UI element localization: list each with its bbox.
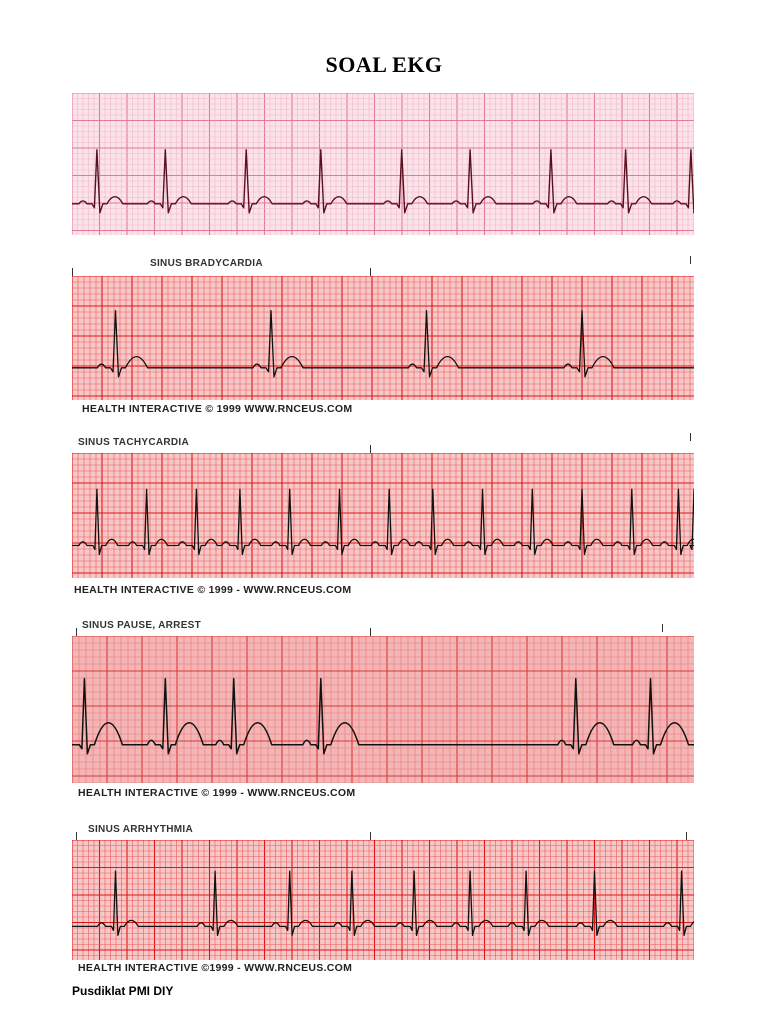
page-title: SOAL EKG [325,52,443,77]
grid-background [72,453,694,578]
strip-tick-mark [690,433,691,441]
strip-tick-mark [686,832,687,840]
strip-credit: HEALTH INTERACTIVE ©1999 - WWW.RNCEUS.COM [78,962,353,974]
strip-credit: HEALTH INTERACTIVE © 1999 - WWW.RNCEUS.COM [74,584,352,596]
strip-tick-mark [690,256,691,264]
grid-background [72,276,694,400]
ecg-strip-sinus-tachycardia [72,453,694,578]
ecg-strip-sinus-pause-arrest [72,636,694,783]
strip-tick-mark [76,832,77,840]
strip-tick-mark [662,624,663,632]
grid-background [72,636,694,783]
strip-tick-mark [370,628,371,636]
ecg-strip-sinus-bradycardia [72,276,694,400]
strip-tick-mark [76,628,77,636]
strip-credit: HEALTH INTERACTIVE © 1999 WWW.RNCEUS.COM [82,403,353,415]
strip-label-sinus-bradycardia: SINUS BRADYCARDIA [150,258,263,269]
strip-label-sinus-pause-arrest: SINUS PAUSE, ARREST [82,620,202,631]
strip-credit: HEALTH INTERACTIVE © 1999 - WWW.RNCEUS.COM [78,787,356,799]
ecg-strip-unlabeled [72,93,694,235]
strip-tick-mark [370,268,371,276]
strip-tick-mark [72,268,73,276]
page-footer: Pusdiklat PMI DIY [72,984,174,998]
ecg-strip-sinus-arrhythmia [72,840,694,960]
strip-tick-mark [370,445,371,453]
strip-tick-mark [370,832,371,840]
strip-label-sinus-tachycardia: SINUS TACHYCARDIA [78,437,190,448]
strip-label-sinus-arrhythmia: SINUS ARRHYTHMIA [88,824,193,835]
